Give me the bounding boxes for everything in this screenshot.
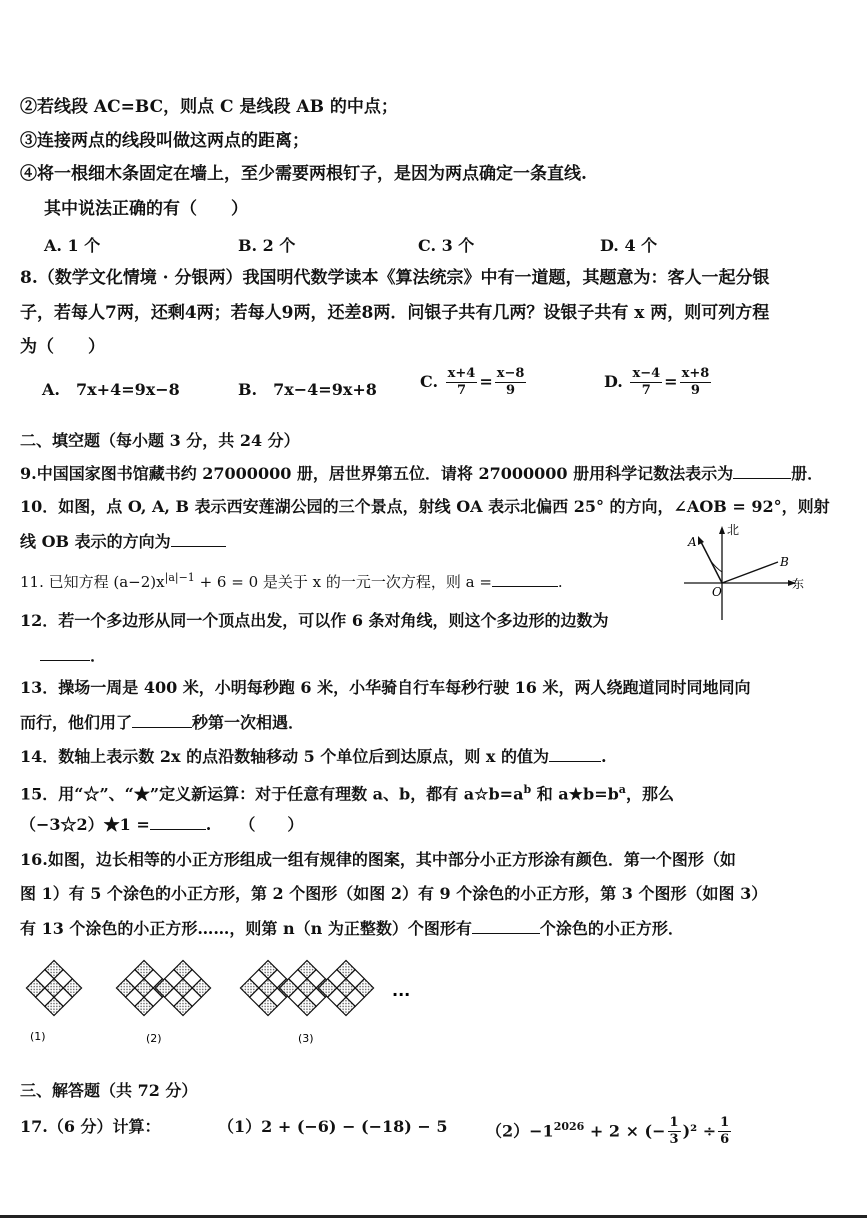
q14-tail: . bbox=[601, 747, 607, 766]
figure-2-unit-2 bbox=[155, 960, 210, 1015]
q14 bbox=[20, 745, 607, 768]
q11-text-pre: 11. 已知方程 (a−2)x bbox=[20, 573, 165, 591]
q17-part-1: （1）2 + (−6) − (−18) − 5 bbox=[218, 1117, 448, 1136]
section-2-heading: 二、填空题（每小题 3 分，共 24 分） bbox=[20, 431, 300, 450]
q16-line-2: 图 1）有 5 个涂色的小正方形，第 2 个图形（如图 2）有 9 个涂色的小正方形，第 3 个图形（如图 3） bbox=[20, 884, 768, 903]
section-3-heading: 三、解答题（共 72 分） bbox=[20, 1081, 198, 1100]
q15-text-3: ，那么 bbox=[625, 784, 674, 804]
q16-line-3 bbox=[20, 917, 684, 940]
compass-figure bbox=[680, 520, 810, 625]
q10-line-2 bbox=[20, 530, 226, 553]
q15-paren: （ ） bbox=[239, 815, 304, 834]
q17-part-2-exponent: 2026 bbox=[553, 1120, 585, 1133]
q13-line-2 bbox=[20, 711, 304, 734]
figure-1-label: (1) bbox=[30, 1030, 46, 1043]
q11-tail: . bbox=[557, 573, 563, 591]
q7-statement-4: ④将一根细木条固定在墙上，至少需要两根钉子，是因为两点确定一条直线. bbox=[20, 164, 587, 184]
q15-answer-blank[interactable] bbox=[150, 813, 206, 830]
q16-line-1: 16.如图，边长相等的小正方形组成一组有规律的图案，其中部分小正方形涂有颜色．第一个图形（如 bbox=[20, 850, 736, 869]
q15-text-1: 15．用“☆”、“★”定义新运算：对于任意有理数 a、b，都有 a☆b=a bbox=[20, 784, 524, 804]
q12-line-1: 12．若一个多边形从同一个顶点出发，可以作 6 条对角线，则这个多边形的边数为 bbox=[20, 611, 609, 630]
q16-answer-blank[interactable] bbox=[472, 917, 540, 934]
q17-part-2-c: )² ÷ bbox=[682, 1121, 717, 1141]
q9-tail: 册． bbox=[791, 464, 824, 483]
q8-option-b: B. 7x−4=9x+8 bbox=[238, 380, 377, 399]
q9-text: 9.中国国家图书馆藏书约 27000000 册，居世界第五位．请将 27000000 册用科学记数法表示为 bbox=[20, 464, 734, 483]
q7-option-d: D. 4 个 bbox=[600, 236, 658, 255]
q9-answer-blank[interactable] bbox=[733, 462, 791, 479]
q11 bbox=[20, 567, 563, 593]
q13-line-2-pre: 而行，他们用了 bbox=[20, 713, 133, 732]
q7-statement-2: ②若线段 AC=BC，则点 C 是线段 AB 的中点； bbox=[20, 97, 398, 117]
q15-text-2: 和 a★b=b bbox=[531, 784, 619, 804]
q17-part-2-a: （2）−1 bbox=[486, 1121, 554, 1141]
pattern-continuation-dots: ··· bbox=[392, 985, 411, 1004]
north-label: 北 bbox=[727, 523, 740, 537]
q16-line-3-post: 个涂色的小正方形． bbox=[539, 919, 684, 938]
q10-line-2-text: 线 OB 表示的方向为 bbox=[20, 532, 171, 551]
q8-option-c: C. $\frac{x+4}{7}$ = $\frac{x-8}{9}$ bbox=[420, 366, 525, 398]
q7-option-b: B. 2 个 bbox=[238, 236, 296, 255]
north-arrow bbox=[719, 526, 725, 534]
q8-option-d-frac-2: $\frac{x+8}{9}$ bbox=[681, 366, 710, 398]
q12-line-2 bbox=[40, 644, 106, 667]
q8-option-d-frac-1: $\frac{x-4}{7}$ bbox=[632, 366, 661, 398]
q15-line-2 bbox=[20, 813, 303, 836]
q16-pattern-figure bbox=[18, 952, 438, 1052]
page-bottom-rule bbox=[0, 1215, 867, 1218]
q8-option-a: A. 7x+4=9x−8 bbox=[42, 380, 180, 399]
q8-option-c-frac-1: $\frac{x+4}{7}$ bbox=[447, 366, 476, 398]
q8-line-1: 8.（数学文化情境 · 分银两）我国明代数学读本《算法统宗》中有一道题，其题意为：客人一起分银 bbox=[20, 268, 770, 288]
q8-line-3: 为（ ） bbox=[20, 337, 105, 357]
q12-answer-blank[interactable] bbox=[40, 644, 90, 661]
q15-sup-1: b bbox=[523, 783, 532, 796]
q11-answer-blank[interactable] bbox=[492, 570, 558, 587]
q14-answer-blank[interactable] bbox=[549, 745, 601, 762]
q15-line-1 bbox=[20, 779, 674, 805]
q16-line-3-pre: 有 13 个涂色的小正方形……，则第 n（n 为正整数）个图形有 bbox=[20, 919, 472, 938]
figure-1-unit-1 bbox=[26, 960, 81, 1015]
figure-3-label: (3) bbox=[298, 1032, 314, 1045]
q13-line-1: 13．操场一周是 400 米，小明每秒跑 6 米，小华骑自行车每秒行驶 16 米，两人绕跑道同时同地同向 bbox=[20, 678, 751, 697]
q15-tail: . bbox=[205, 815, 212, 834]
figure-3-unit-3 bbox=[318, 960, 373, 1015]
figure-2-label: (2) bbox=[146, 1032, 162, 1045]
q8-option-d: D. $\frac{x-4}{7}$ = $\frac{x+8}{9}$ bbox=[604, 366, 710, 398]
q11-text-post: + 6 = 0 是关于 x 的一元一次方程，则 a = bbox=[194, 573, 492, 591]
ray-oa-arrow bbox=[698, 536, 704, 545]
q8-option-c-label: C. bbox=[420, 372, 439, 391]
ray-ob bbox=[722, 562, 778, 583]
q7-option-a: A. 1 个 bbox=[44, 236, 101, 255]
q17-head: 17.（6 分）计算： bbox=[20, 1117, 161, 1136]
q8-line-2: 子，若每人7两，还剩4两；若每人9两，还差8两．问银子共有几两？设银子共有 x 两，则可列方程 bbox=[20, 303, 770, 323]
q13-line-2-post: 秒第一次相遇． bbox=[192, 713, 305, 732]
q17-frac-1-6: $\frac{1}{6}$ bbox=[720, 1115, 730, 1148]
q7-statement-3: ③连接两点的线段叫做这两点的距离； bbox=[20, 131, 309, 151]
q12-tail: ． bbox=[90, 646, 107, 665]
q15-sup-2: a bbox=[618, 783, 626, 796]
q10-answer-blank[interactable] bbox=[171, 530, 226, 547]
q7-ask: 其中说法正确的有（ ） bbox=[44, 199, 248, 219]
q17-part-2-b: + 2 × (− bbox=[584, 1121, 666, 1141]
q14-text: 14．数轴上表示数 2x 的点沿数轴移动 5 个单位后到达原点，则 x 的值为 bbox=[20, 747, 550, 766]
point-o-label: O bbox=[712, 585, 722, 599]
q15-expression: （−3☆2）★1 = bbox=[20, 815, 150, 834]
point-a-label: A bbox=[688, 535, 697, 549]
q9 bbox=[20, 462, 823, 485]
point-b-label: B bbox=[780, 555, 789, 569]
q10-line-1: 10．如图，点 O, A, B 表示西安莲湖公园的三个景点，射线 OA 表示北偏西 25° 的方向，∠AOB = 92°，则射 bbox=[20, 497, 830, 516]
east-label: 东 bbox=[792, 577, 805, 591]
q13-answer-blank[interactable] bbox=[132, 711, 192, 728]
q17-frac-1-3: $\frac{1}{3}$ bbox=[669, 1115, 679, 1148]
q11-exponent: |a|−1 bbox=[164, 571, 195, 584]
q8-option-c-frac-2: $\frac{x-8}{9}$ bbox=[496, 366, 525, 398]
q8-option-d-label: D. bbox=[604, 372, 623, 391]
q17-part-2 bbox=[486, 1110, 733, 1148]
q7-option-c: C. 3 个 bbox=[418, 236, 475, 255]
